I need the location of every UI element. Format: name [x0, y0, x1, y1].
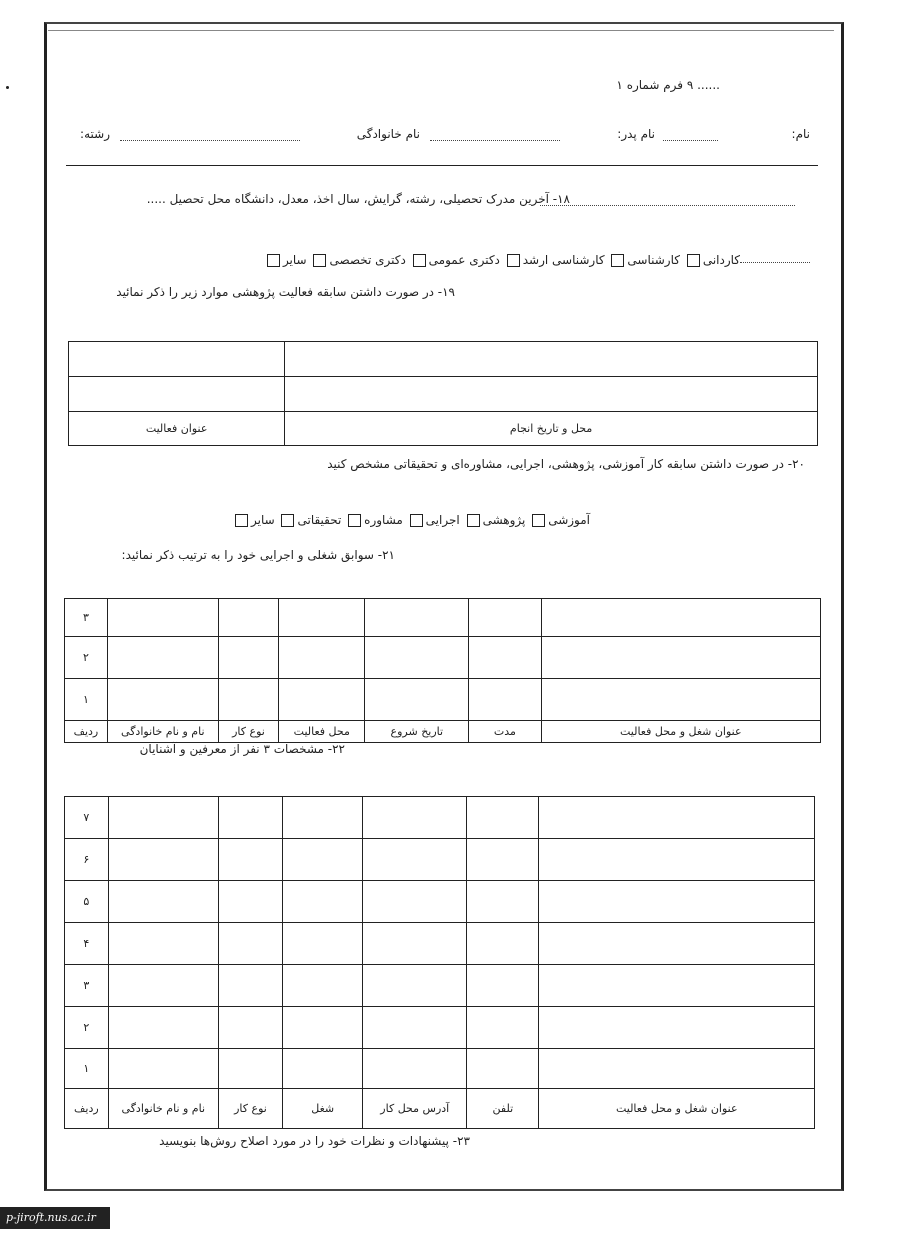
- form-top-note: ...... ۹ فرم شماره ۱: [616, 78, 720, 92]
- q22-row-number: ۶: [65, 839, 109, 881]
- q22-cell[interactable]: [283, 923, 363, 965]
- q22-cell[interactable]: [218, 965, 282, 1007]
- q22-cell[interactable]: [283, 797, 363, 839]
- q20-checkbox-5[interactable]: [281, 514, 294, 527]
- q18-options: [264, 253, 740, 267]
- q20-option-2: پژوهشی: [482, 513, 526, 527]
- q18-option-4: دکتری عمومی: [428, 253, 500, 267]
- q18-checkbox-1[interactable]: [687, 254, 700, 267]
- q20-checkbox-6[interactable]: [235, 514, 248, 527]
- q21-cell[interactable]: [218, 599, 278, 637]
- q21-row-number: ۱: [65, 679, 108, 721]
- q21-header-type: نوع کار: [218, 721, 278, 743]
- q21-cell[interactable]: [541, 599, 820, 637]
- q20-text: ۲۰- در صورت داشتن سابقه کار آموزشی، پژوهشی، اجرایی، مشاوره‌ای و تحقیقاتی مشخص کنید: [327, 457, 805, 471]
- q22-header-type: نوع کار: [218, 1089, 282, 1129]
- q20-option-5: تحقیقاتی: [297, 513, 342, 527]
- q20-option-4: مشاوره: [364, 513, 403, 527]
- q22-cell[interactable]: [467, 1049, 539, 1089]
- q21-cell[interactable]: [365, 599, 469, 637]
- q22-cell[interactable]: [363, 839, 467, 881]
- q22-header-position: عنوان شغل و محل فعالیت: [539, 1089, 815, 1129]
- q22-cell[interactable]: [108, 839, 218, 881]
- q22-header-row: ردیف: [65, 1089, 109, 1129]
- q21-table: [64, 598, 821, 743]
- scan-speck: [6, 86, 9, 89]
- q22-cell[interactable]: [539, 923, 815, 965]
- frame-top-line: [48, 30, 834, 31]
- q19-cell[interactable]: [69, 377, 285, 412]
- q21-cell[interactable]: [107, 637, 218, 679]
- q22-cell[interactable]: [283, 965, 363, 1007]
- q22-cell[interactable]: [363, 923, 467, 965]
- q22-cell[interactable]: [218, 1007, 282, 1049]
- q21-cell[interactable]: [218, 679, 278, 721]
- q19-cell[interactable]: [285, 377, 818, 412]
- q21-cell[interactable]: [107, 599, 218, 637]
- q22-cell[interactable]: [467, 923, 539, 965]
- q22-cell[interactable]: [467, 839, 539, 881]
- q18-other-field[interactable]: [740, 262, 810, 263]
- q22-cell[interactable]: [363, 1049, 467, 1089]
- q19-cell[interactable]: [285, 342, 818, 377]
- q21-header-place: محل فعالیت: [279, 721, 365, 743]
- q22-header-phone: تلفن: [467, 1089, 539, 1129]
- q20-option-6: سایر: [250, 513, 275, 527]
- q21-row-number: ۳: [65, 599, 108, 637]
- q22-cell[interactable]: [539, 839, 815, 881]
- q21-text: ۲۱- سوابق شغلی و اجرایی خود را به ترتیب ذکر نمائید:: [121, 548, 395, 562]
- q21-cell[interactable]: [218, 637, 278, 679]
- q21-header-position: عنوان شغل و محل فعالیت: [541, 721, 820, 743]
- q18-checkbox-5[interactable]: [313, 254, 326, 267]
- q22-row-number: ۲: [65, 1007, 109, 1049]
- q19-header-title: عنوان فعالیت: [69, 412, 285, 446]
- q20-options: [232, 513, 590, 527]
- q22-cell[interactable]: [108, 923, 218, 965]
- q22-cell[interactable]: [218, 797, 282, 839]
- q22-cell[interactable]: [108, 1049, 218, 1089]
- q21-header-row: ردیف: [65, 721, 108, 743]
- q20-checkbox-1[interactable]: [532, 514, 545, 527]
- q22-row-number: ۷: [65, 797, 109, 839]
- q22-cell[interactable]: [283, 881, 363, 923]
- q22-cell[interactable]: [218, 1049, 282, 1089]
- q19-table: [68, 341, 818, 446]
- q21-header-name: نام و نام خانوادگی: [107, 721, 218, 743]
- q18-field[interactable]: [540, 205, 795, 206]
- name-field[interactable]: [663, 140, 718, 141]
- q22-header-name: نام و نام خانوادگی: [108, 1089, 218, 1129]
- q18-option-6: سایر: [282, 253, 307, 267]
- q18-option-5: دکتری تخصصی: [329, 253, 406, 267]
- q21-cell[interactable]: [541, 637, 820, 679]
- q18-checkbox-2[interactable]: [611, 254, 624, 267]
- q22-cell[interactable]: [539, 965, 815, 1007]
- q22-cell[interactable]: [539, 1049, 815, 1089]
- q22-row-number: ۱: [65, 1049, 109, 1089]
- q21-cell[interactable]: [469, 599, 541, 637]
- q20-checkbox-2[interactable]: [467, 514, 480, 527]
- q21-cell[interactable]: [365, 679, 469, 721]
- q19-cell[interactable]: [69, 342, 285, 377]
- q18-checkbox-6[interactable]: [267, 254, 280, 267]
- q22-row-number: ۴: [65, 923, 109, 965]
- q21-cell[interactable]: [469, 679, 541, 721]
- q21-cell[interactable]: [279, 637, 365, 679]
- q22-cell[interactable]: [539, 797, 815, 839]
- q21-cell[interactable]: [469, 637, 541, 679]
- q21-cell[interactable]: [279, 599, 365, 637]
- q21-header-duration: مدت: [469, 721, 541, 743]
- q22-cell[interactable]: [363, 797, 467, 839]
- q18-checkbox-4[interactable]: [413, 254, 426, 267]
- name-label: نام:: [791, 127, 810, 141]
- q20-checkbox-4[interactable]: [348, 514, 361, 527]
- q22-cell[interactable]: [539, 1007, 815, 1049]
- q22-cell[interactable]: [108, 881, 218, 923]
- q22-cell[interactable]: [218, 881, 282, 923]
- q22-cell[interactable]: [108, 797, 218, 839]
- q22-row-number: ۵: [65, 881, 109, 923]
- q23-text: ۲۳- پیشنهادات و نظرات خود را در مورد اصلاح روش‌ها بنویسید: [159, 1134, 470, 1148]
- q22-cell[interactable]: [283, 1049, 363, 1089]
- q20-option-1: آموزشی: [548, 513, 590, 527]
- q22-cell[interactable]: [218, 923, 282, 965]
- q18-text: ۱۸- آخرین مدرک تحصیلی، رشته، گرایش، سال اخذ، معدل، دانشگاه محل تحصیل .....: [146, 192, 570, 206]
- q22-cell[interactable]: [108, 965, 218, 1007]
- q22-cell[interactable]: [467, 1007, 539, 1049]
- father-label: نام پدر:: [617, 127, 655, 141]
- q22-cell[interactable]: [363, 965, 467, 1007]
- q22-cell[interactable]: [539, 881, 815, 923]
- q18-option-3: کارشناسی ارشد: [522, 253, 605, 267]
- q21-row-number: ۲: [65, 637, 108, 679]
- q19-text: ۱۹- در صورت داشتن سابقه فعالیت پژوهشی موارد زیر را ذکر نمائید: [116, 285, 455, 299]
- family-label: نام خانوادگی: [356, 127, 420, 141]
- q19-header-place: محل و تاریخ انجام: [285, 412, 818, 446]
- father-field[interactable]: [430, 140, 560, 141]
- q21-cell[interactable]: [279, 679, 365, 721]
- q18-option-2: کارشناسی: [627, 253, 680, 267]
- q18-option-1: کاردانی: [702, 253, 740, 267]
- q22-header-address: آدرس محل کار: [363, 1089, 467, 1129]
- q21-cell[interactable]: [541, 679, 820, 721]
- header-rule: [66, 165, 818, 166]
- q22-cell[interactable]: [467, 797, 539, 839]
- q22-row-number: ۳: [65, 965, 109, 1007]
- family-field[interactable]: [120, 140, 300, 141]
- q22-cell[interactable]: [283, 839, 363, 881]
- q20-option-3: اجرایی: [425, 513, 460, 527]
- q22-cell[interactable]: [283, 1007, 363, 1049]
- q22-table: [64, 796, 815, 1129]
- q21-cell[interactable]: [107, 679, 218, 721]
- site-watermark: p-jiroft.nus.ac.ir: [0, 1207, 110, 1229]
- q22-cell[interactable]: [218, 839, 282, 881]
- q22-header-job: شغل: [283, 1089, 363, 1129]
- q21-header-start: تاریخ شروع: [365, 721, 469, 743]
- q22-cell[interactable]: [467, 881, 539, 923]
- q22-cell[interactable]: [363, 881, 467, 923]
- q20-checkbox-3[interactable]: [410, 514, 423, 527]
- field-label: رشته:: [80, 127, 110, 141]
- q22-cell[interactable]: [467, 965, 539, 1007]
- q21-cell[interactable]: [365, 637, 469, 679]
- q22-cell[interactable]: [108, 1007, 218, 1049]
- q22-cell[interactable]: [363, 1007, 467, 1049]
- q22-text: ۲۲- مشخصات ۳ نفر از معرفین و آشنایان: [139, 742, 345, 756]
- q18-checkbox-3[interactable]: [507, 254, 520, 267]
